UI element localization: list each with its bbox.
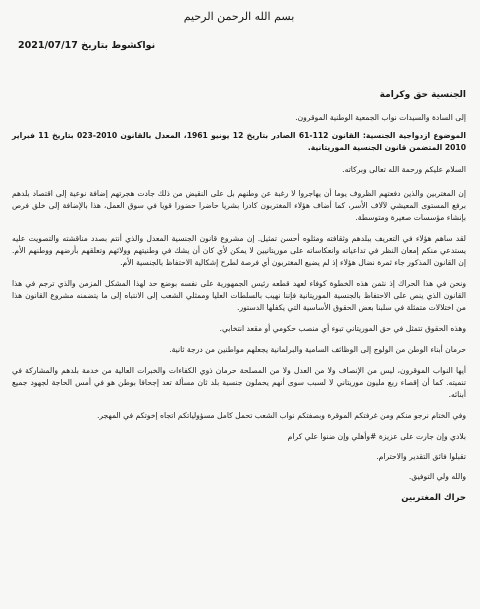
date-line: نواكشوط بتاريخ 2021/07/17 bbox=[18, 40, 156, 51]
paragraph-emigrants: إن المغتربين والذين دفعتهم الظروف يوما أن يهاجروا لا رغبة عن وطنهم بل على النقيض من ذلك جادت هجرتهم إضافة نوعية إلى اقتصاد بلدهم برفع المستوى المعيشي لآلاف الأسر، كما أضاف هؤلاء المغتربون كادرا بشريا حاضرا حضورا قويا في سوق العمل، هذا بالإضافة إلى خلق فرص بإنشاء مؤسسات صغيرة ومتوسطة. bbox=[12, 189, 466, 222]
paragraph-deprivation: حرمان أبناء الوطن من الولوج إلى الوظائف السامية والبرلمانية يجعلهم مواطنين من درجة ثانية. bbox=[169, 345, 466, 354]
paragraph-contribution: لقد ساهم هؤلاء في التعريف ببلدهم وثقافته ومثلوه أحسن تمثيل. إن مشروع قانون الجنسية المعدل والذي أنتم بصدد مناقشته والتصويت عليه يستدعي منكم إمعان النظر في تداعياته وانعكاساته على موريتانيين لا يمكن لأي كان أن يشك في وطنيتهم وولائهم وتعلقهم بأرضهم ووطنهم الأم. إن القانون المذكور جاء ثمرة نضال هؤلاء إذ لم يضيع المغتربون أي فرصة لطرح إشكالية الاحتفاظ بالجنسية الأم. bbox=[12, 234, 466, 267]
subject-line: الموضوع ازدواجية الجنسية: القانون 112-61 الصادر بتاريخ 12 يونيو 1961، المعدل بالقانون 2010-023 بتاريخ 11 فبراير 2010 المتضمن قانون الجنسية الموريتانية. bbox=[12, 131, 466, 152]
paragraph-closing: وفي الختام نرجو منكم ومن غرفتكم الموقرة وبصفتكم نواب الشعب تحمل كامل مسؤولياتكم اتجاه إخوتكم في المهجر. bbox=[96, 411, 466, 420]
addressee: إلى السادة والسيدات نواب الجمعية الوطنية الموقرون. bbox=[295, 113, 466, 122]
basmala-heading: بسم الله الرحمن الرحيم bbox=[183, 10, 295, 23]
paragraph-rights: وهذه الحقوق تتمثل في حق الموريتاني تبوء أي منصب حكومي أو مقعد انتخابي. bbox=[219, 324, 466, 333]
paragraph-success: والله ولي التوفيق. bbox=[408, 472, 466, 481]
paragraph-regards: تقبلوا فائق التقدير والاحترام. bbox=[376, 452, 466, 461]
letter-title: الجنسية حق وكرامة bbox=[379, 90, 466, 100]
paragraph-movement: ونحن في هذا الحراك إذ نثمن هذه الخطوة كوفاء لعهد قطعه رئيس الجمهورية على نفسه بوضع حد لهذا المشكل المزمن والذي ترجم في هذا القانون الذي ينص على الاحتفاظ بالجنسية الموريتانية فإننا نهيب بالسلطات العليا وممثلي الشعب إلى الانتباه إلى ما يتضمنه مشروع القانون هذا من اختلالات متمثلة في سلبنا بعض الحقوق الأساسية التي يكفلها الدستور. bbox=[12, 279, 466, 312]
signature: حراك المغتربين bbox=[401, 493, 466, 503]
salutation: السلام عليكم ورحمة الله تعالى وبركاته. bbox=[342, 165, 466, 174]
paragraph-verse: بلادي وإن جارت على عزيزة #وأهلي وإن ضنوا علي كرام bbox=[287, 432, 466, 441]
paragraph-deputies: أيها النواب الموقرون، ليس من الإنصاف ولا من العدل ولا من المصلحة حرمان ذوي الكفاءات والخبرات العالية من خدمة بلدهم والمشاركة في تنميته. كما أن إقصاء ربع مليون موريتاني لا لسبب سوى أنهم يحملون جنسية بلد ثان مسألة تعد إجحافا بوطن هو في أمس الحاجة لجهود جميع أبنائه. bbox=[12, 366, 466, 399]
